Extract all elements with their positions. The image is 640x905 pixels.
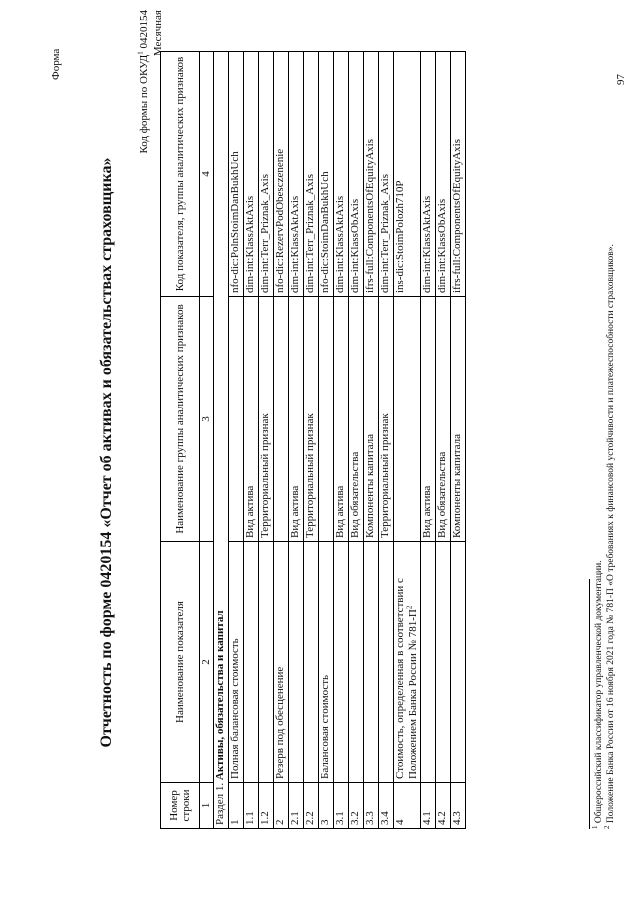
code-cell-text: dim-int:KlassObAxis [436,198,448,293]
section-row [214,52,229,829]
code-cell [244,52,259,297]
column-header-indicator-name: Наименование показателя [161,542,200,783]
code-cell-text: dim-int:KlassAktAxis [289,195,301,293]
indicator-name-cell [421,542,436,783]
code-cell [319,52,334,297]
code-cell [259,52,274,297]
code-cell [274,52,289,297]
row-number-cell [304,783,319,829]
column-number: 2 [200,542,214,783]
group-name-cell [436,297,451,542]
table-row [274,52,289,829]
code-cell-text: ifrs-full:ComponentsOfEquityAxis [364,139,376,293]
group-name-cell-text: Вид обязательства [349,451,361,538]
code-cell [394,52,421,297]
row-number-cell [229,783,244,829]
code-cell-text: nfo-dic:PolnStoimDanBukhUch [229,151,241,293]
table-row [244,52,259,829]
row-number-cell [436,783,451,829]
footnote-text: Общероссийский классификатор управленческой документации. [594,560,604,824]
group-name-cell [304,297,319,542]
indicator-name-cell [451,542,466,783]
group-name-cell [229,297,244,542]
column-number: 3 [200,297,214,542]
row-number-cell-text: 3.1 [334,811,346,825]
indicator-name-cell-text: Полная балансовая стоимость [229,638,241,779]
group-name-cell [334,297,349,542]
code-cell [379,52,394,297]
row-number-cell-text: 3.3 [364,811,376,825]
row-number-cell [289,783,304,829]
code-cell [334,52,349,297]
row-number-cell-text: 2.1 [289,811,301,825]
table-row [379,52,394,829]
row-number-cell [244,783,259,829]
row-number-cell-text: 4 [394,819,406,825]
row-number-cell [364,783,379,829]
group-name-cell-text: Территориальный признак [379,413,391,538]
okud-code [138,10,150,200]
okud-value: 0420154 [138,10,150,49]
report-period: Месячная [152,10,164,57]
indicator-name-cell [334,542,349,783]
group-name-cell-text: Вид актива [289,485,301,538]
row-number-cell-text: 2.2 [304,811,316,825]
footnote-mark: 2 [405,605,414,610]
indicator-name-cell [349,542,364,783]
group-name-cell-text: Вид актива [334,485,346,538]
code-cell-text: ifrs-full:ComponentsOfEquityAxis [451,139,463,293]
row-number-cell [451,783,466,829]
row-number-cell-text: 3.2 [349,811,361,825]
indicator-name-cell-text: Стоимость, определенная в соответствии с Положением Банка России № 781-П [394,578,419,779]
code-cell-text: nfo-dic:RezervPodObesczenenie [274,148,286,293]
table-row [394,52,421,829]
code-cell [421,52,436,297]
code-cell-text: dim-int:Terr_Priznak_Axis [304,174,316,293]
okud-footnote-mark: 1 [136,51,145,55]
group-name-cell-text: Вид актива [421,485,433,538]
table-row [229,52,244,829]
row-number-cell [349,783,364,829]
code-cell-text: dim-int:Terr_Priznak_Axis [379,174,391,293]
row-number-cell-text: 1.2 [259,811,271,825]
section-name: Активы, обязательства и капитал [214,610,226,781]
indicator-name-cell [379,542,394,783]
indicator-name-cell [394,542,421,783]
table-row [289,52,304,829]
row-number-cell [394,783,421,829]
code-cell [289,52,304,297]
form-label: Форма [50,48,62,80]
footnote-1 [590,560,604,829]
indicator-name-cell [436,542,451,783]
group-name-cell [274,297,289,542]
group-name-cell-text: Компоненты капитала [451,433,463,538]
code-cell-text: ins-dic:StoimPolozh710P [394,180,406,293]
indicator-name-cell [304,542,319,783]
section-prefix: Раздел 1. [214,782,226,825]
footnote-2 [602,244,616,829]
group-name-cell-text: Вид обязательства [436,451,448,538]
group-name-cell [244,297,259,542]
column-header-group-name: Наименование группы аналитических признаков [161,297,200,542]
indicator-name-cell [259,542,274,783]
row-number-cell [274,783,289,829]
report-table [160,51,466,829]
row-number-cell-text: 3 [319,819,331,825]
code-cell-text: dim-int:Terr_Priznak_Axis [259,174,271,293]
group-name-cell [451,297,466,542]
code-cell-text: dim-int:KlassAktAxis [244,195,256,293]
okud-label: Код формы по ОКУД [138,54,150,154]
code-cell-text: dim-int:KlassAktAxis [421,195,433,293]
group-name-cell [259,297,274,542]
indicator-name-cell [319,542,334,783]
code-cell [349,52,364,297]
row-number-cell-text: 1 [229,819,241,825]
table-row [364,52,379,829]
row-number-cell [421,783,436,829]
section-title [214,52,229,829]
group-name-cell [394,297,421,542]
group-name-cell [349,297,364,542]
table-row [421,52,436,829]
column-header-row-number: Номер строки [161,783,200,829]
group-name-cell [319,297,334,542]
code-cell-text: dim-int:KlassObAxis [349,198,361,293]
code-cell [436,52,451,297]
indicator-name-cell-text: Резерв под обесценение [274,666,286,779]
group-name-cell-text: Территориальный признак [304,413,316,538]
code-cell [304,52,319,297]
code-cell [451,52,466,297]
indicator-name-cell [229,542,244,783]
group-name-cell [421,297,436,542]
page-title: Отчетность по форме 0420154 «Отчет об активах и обязательствах страховщика» [98,157,115,748]
indicator-name-cell [289,542,304,783]
footnote-divider [589,579,590,829]
group-name-cell [289,297,304,542]
row-number-cell [334,783,349,829]
footnote-mark: 2 [602,825,611,829]
row-number-cell [259,783,274,829]
row-number-cell-text: 4.2 [436,811,448,825]
row-number-cell-text: 4.1 [421,811,433,825]
indicator-name-cell [244,542,259,783]
row-number-cell-text: 1.1 [244,811,256,825]
page-number: 97 [615,74,627,85]
row-number-cell [319,783,334,829]
column-number: 1 [200,783,214,829]
indicator-name-cell [364,542,379,783]
table-row [451,52,466,829]
group-name-cell-text: Вид актива [244,485,256,538]
indicator-name-cell-text: Балансовая стоимость [319,674,331,779]
table-row [259,52,274,829]
group-name-cell-text: Компоненты капитала [364,433,376,538]
table-row [436,52,451,829]
group-name-cell [364,297,379,542]
group-name-cell-text: Территориальный признак [259,413,271,538]
row-number-cell-text: 2 [274,819,286,825]
code-cell-text: nfo-dic:StoimDanBukhUch [319,171,331,293]
column-number: 4 [200,52,214,297]
column-header-code: Код показателя, группы аналитических признаков [161,52,200,297]
row-number-cell-text: 4.3 [451,811,463,825]
row-number-cell-text: 3.4 [379,811,391,825]
code-cell [364,52,379,297]
indicator-name-cell [274,542,289,783]
group-name-cell [379,297,394,542]
footnote-text: Положение Банка России от 16 ноября 2021 года № 781-П «О требованиях к финансовой устойчивости и платежеспособности страховщиков». [606,244,616,824]
code-cell [229,52,244,297]
code-cell-text: dim-int:KlassAktAxis [334,195,346,293]
footnote-mark: 1 [590,825,599,829]
table-row [319,52,334,829]
row-number-cell [379,783,394,829]
table-row [304,52,319,829]
table-row [349,52,364,829]
table-row [334,52,349,829]
